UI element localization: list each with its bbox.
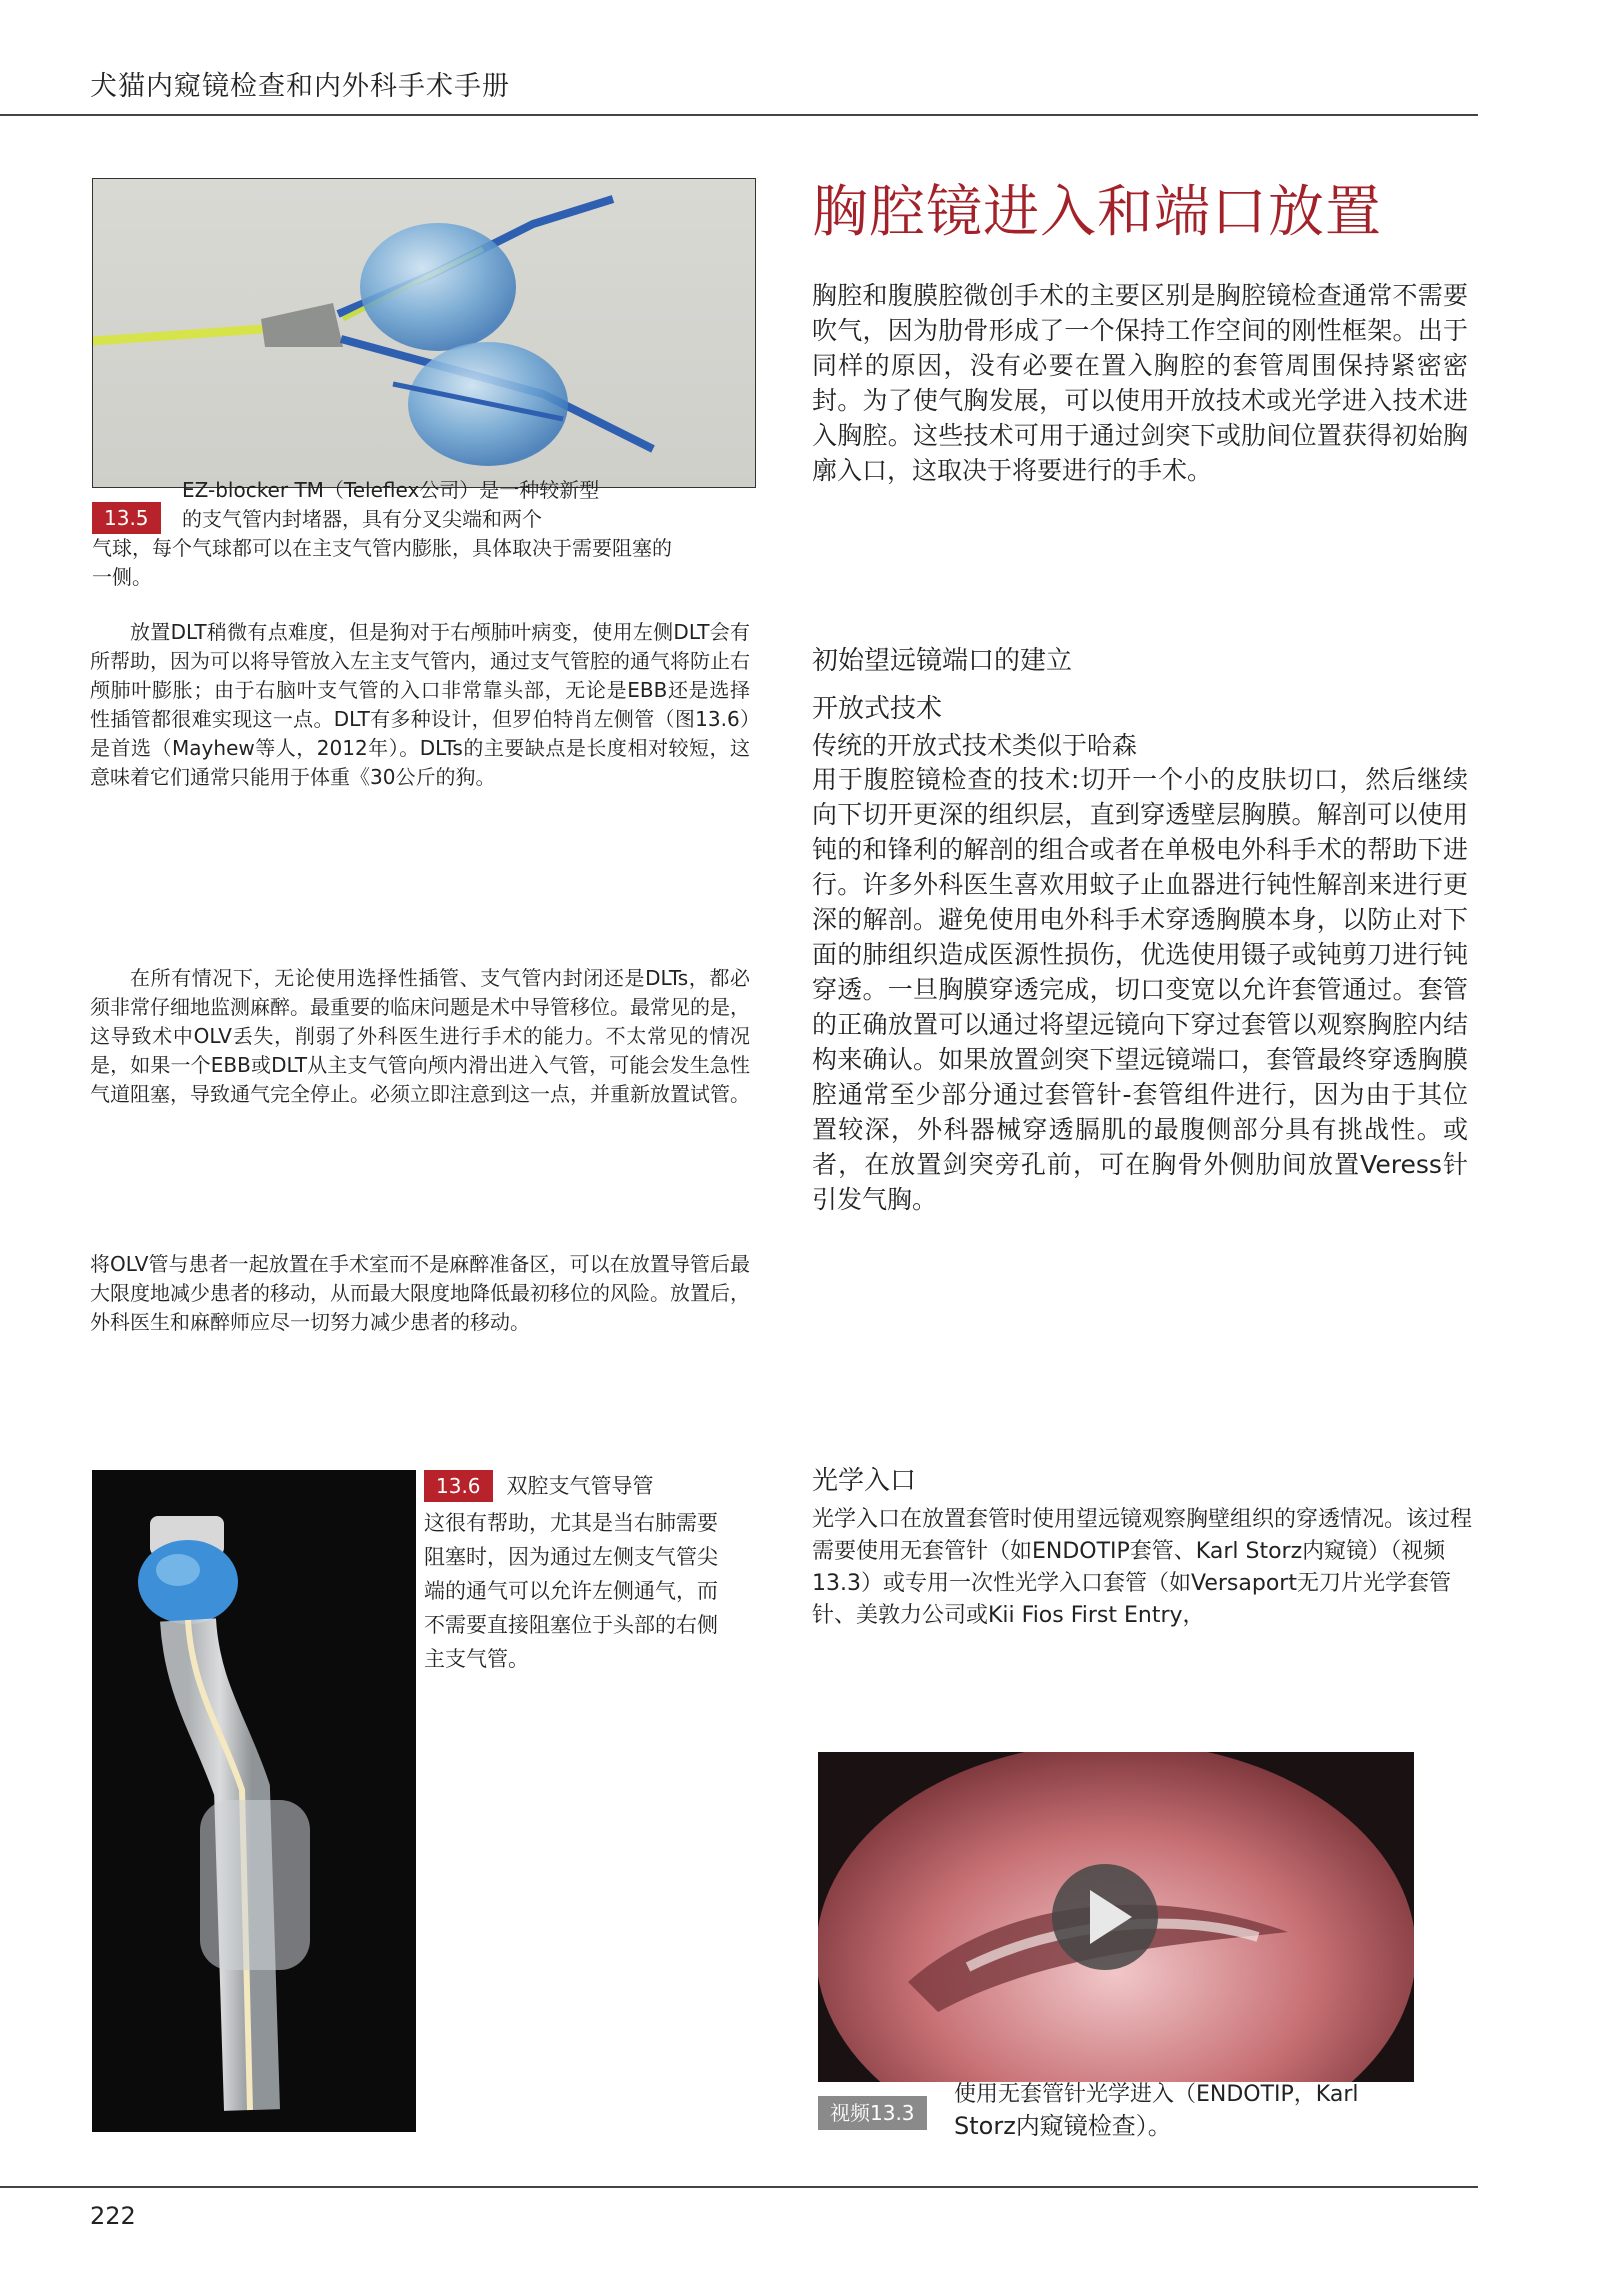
figure-13-6-image	[92, 1470, 416, 2132]
figure-13-6-number: 13.6	[424, 1470, 493, 1502]
left-paragraph-dlt: 放置DLT稍微有点难度，但是狗对于右颅肺叶病变，使用左侧DLT会有所帮助，因为可以将导管放入左主支气管内，通过支气管腔的通气将防止右颅肺叶膨胀；由于右脑叶支气管的入口非常靠头部，无论是EBB还是选择性插管都很难实现这一点。DLT有多种设计，但罗伯特肖左侧管（图13.6）是首选（Mayhew等人，2012年）。DLTs的主要缺点是长度相对较短，这意味着它们通常只能用于体重《30公斤的狗。	[90, 620, 750, 789]
header-rule	[0, 114, 1478, 116]
page-number: 222	[90, 2202, 136, 2230]
figure-13-5-caption-line1: EZ-blocker TM（Teleflex公司）是一种较新型	[182, 478, 600, 502]
play-button[interactable]	[1052, 1864, 1158, 1970]
left-paragraph-monitoring: 在所有情况下，无论使用选择性插管、支气管内封闭还是DLTs，都必须非常仔细地监测麻醉。最重要的临床问题是术中导管移位。最常见的是，这导致术中OLV丢失，削弱了外科医生进行手术的能力。不太常见的情况是，如果一个EBB或DLT从主支气管向颅内滑出进入气管，可能会发生急性气道阻塞，导致通气完全停止。必须立即注意到这一点，并重新放置试管。	[90, 966, 750, 1106]
subheading-open-technique: 开放式技术	[812, 694, 943, 724]
open-technique-line1: 传统的开放式技术类似于哈森	[812, 731, 1138, 760]
double-lumen-tube-illustration	[92, 1470, 416, 2132]
figure-13-5-caption-rest: 气球，每个气球都可以在主支气管内膨胀，具体取决于需要阻塞的一侧。	[92, 536, 672, 589]
video-13-3-player[interactable]	[818, 1752, 1414, 2082]
subheading-optical-entry: 光学入口	[812, 1466, 917, 1496]
ez-blocker-illustration	[93, 179, 755, 487]
figure-13-5-caption-line2: 的支气管内封堵器，具有分叉尖端和两个	[182, 507, 542, 531]
figure-13-6-caption: 这很有帮助，尤其是当右肺需要阻塞时，因为通过左侧支气管尖端的通气可以允许左侧通气，而不需要直接阻塞位于头部的右侧主支气管。	[424, 1511, 718, 1671]
figure-13-5-image	[92, 178, 756, 488]
subheading-initial-port: 初始望远镜端口的建立	[812, 646, 1073, 676]
running-header: 犬猫内窥镜检查和内外科手术手册	[90, 71, 510, 102]
section-title: 胸腔镜进入和端口放置	[812, 180, 1382, 245]
video-caption-line1: 使用无套管针光学进入（ENDOTIP，Karl	[954, 2082, 1359, 2107]
open-technique-paragraph: 用于腹腔镜检查的技术:切开一个小的皮肤切口，然后继续向下切开更深的组织层，直到穿透壁层胸膜。解剖可以使用钝的和锋利的解剖的组合或者在单极电外科手术的帮助下进行。许多外科医生喜欢用蚊子止血器进行钝性解剖来进行更深的解剖。避免使用电外科手术穿透胸膜本身，以防止对下面的肺组织造成医源性损伤，优选使用镊子或钝剪刀进行钝穿透。一旦胸膜穿透完成，切口变宽以允许套管通过。套管的正确放置可以通过将望远镜向下穿过套管以观察胸腔内结构来确认。如果放置剑突下望远镜端口，套管最终穿透胸膜腔通常至少部分通过套管针-套管组件进行，因为由于其位置较深，外科器械穿透膈肌的最腹侧部分具有挑战性。或者，在放置剑突旁孔前，可在胸骨外侧肋间放置Veress针引发气胸。	[812, 765, 1468, 1214]
video-caption-line2: Storz内窥镜检查）。	[954, 2112, 1172, 2140]
figure-13-5-number: 13.5	[92, 502, 161, 534]
right-intro-paragraph: 胸腔和腹膜腔微创手术的主要区别是胸腔镜检查通常不需要吹气，因为肋骨形成了一个保持工作空间的刚性框架。出于同样的原因，没有必要在置入胸腔的套管周围保持紧密密封。为了使气胸发展，可以使用开放技术或光学进入技术进入胸腔。这些技术可用于通过剑突下或肋间位置获得初始胸廓入口，这取决于将要进行的手术。	[812, 281, 1468, 485]
video-13-3-number: 视频13.3	[818, 2096, 927, 2130]
left-paragraph-olv: 将OLV管与患者一起放置在手术室而不是麻醉准备区，可以在放置导管后最大限度地减少患者的移动，从而最大限度地降低最初移位的风险。放置后，外科医生和麻醉师应尽一切努力减少患者的移动。	[90, 1252, 750, 1334]
play-icon	[1090, 1890, 1132, 1944]
optical-entry-paragraph: 光学入口在放置套管时使用望远镜观察胸壁组织的穿透情况。该过程需要使用无套管针（如ENDOTIP套管、Karl Storz内窥镜）（视频13.3）或专用一次性光学入口套管（如Versaport无刀片光学套管针、美敦力公司或Kii Fios First Entry，	[812, 1507, 1473, 1628]
figure-13-6-title: 双腔支气管导管	[506, 1473, 654, 1498]
footer-rule	[0, 2186, 1478, 2188]
